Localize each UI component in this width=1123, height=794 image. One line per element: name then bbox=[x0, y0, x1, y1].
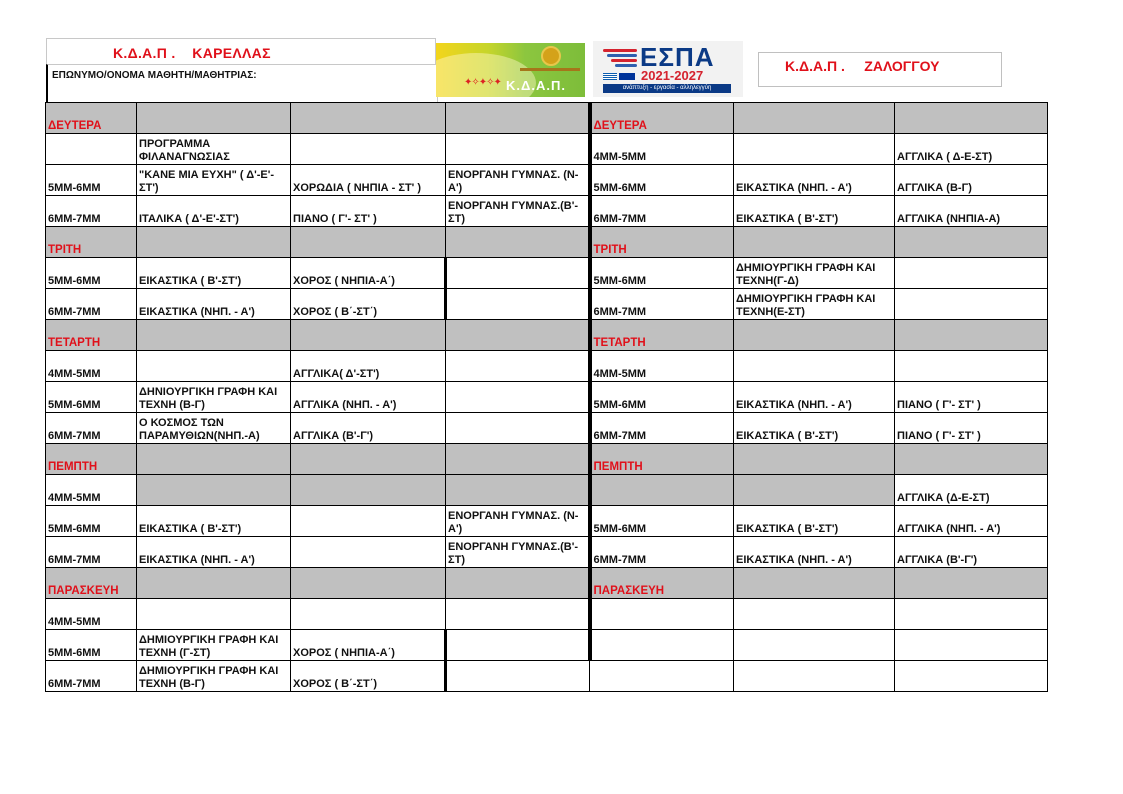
activity-cell-karellas: ΑΓΓΛΙΚΑ (Β'-Γ') bbox=[291, 413, 446, 444]
activity-cell-karellas bbox=[446, 413, 590, 444]
time-slot-zalongou: 5ΜΜ-6ΜΜ bbox=[590, 506, 734, 537]
activity-cell-karellas bbox=[291, 599, 446, 630]
time-slot-karellas: 6ΜΜ-7ΜΜ bbox=[46, 661, 137, 692]
header-cell bbox=[137, 444, 291, 475]
activity-cell-zalongou: ΕΙΚΑΣΤΙΚΑ (ΝΗΠ. - Α') bbox=[734, 537, 895, 568]
municipality-name-bar bbox=[520, 68, 580, 71]
header-cell bbox=[137, 103, 291, 134]
activity-cell-karellas: ΠΡΟΓΡΑΜΜΑ ΦΙΛΑΝΑΓΝΩΣΙΑΣ bbox=[137, 134, 291, 165]
day-header-row bbox=[46, 103, 1048, 134]
time-slot-zalongou: 5ΜΜ-6ΜΜ bbox=[590, 258, 734, 289]
activity-cell-karellas: ΔΗΝΙΟΥΡΓΙΚΗ ΓΡΑΦΗ ΚΑΙ ΤΕΧΝΗ (Β-Γ) bbox=[137, 382, 291, 413]
time-slot-karellas: 6ΜΜ-7ΜΜ bbox=[46, 413, 137, 444]
activity-cell-zalongou: ΑΓΓΛΙΚΑ (Β-Γ) bbox=[895, 165, 1048, 196]
activity-cell-zalongou bbox=[895, 630, 1048, 661]
day-label-zalongou: ΤΡΙΤΗ bbox=[590, 227, 734, 258]
time-slot-row bbox=[46, 599, 1048, 630]
activity-cell-karellas: ΧΟΡΩΔΙΑ ( ΝΗΠΙΑ - ΣΤ' ) bbox=[291, 165, 446, 196]
activity-cell-karellas bbox=[291, 134, 446, 165]
activity-cell-karellas bbox=[137, 599, 291, 630]
day-label-karellas: ΤΡΙΤΗ bbox=[46, 227, 137, 258]
activity-cell-karellas: Ο ΚΟΣΜΟΣ ΤΩΝ ΠΑΡΑΜΥΘΙΩΝ(ΝΗΠ.-Α) bbox=[137, 413, 291, 444]
time-slot-zalongou: 4ΜΜ-5ΜΜ bbox=[590, 134, 734, 165]
activity-cell-karellas bbox=[446, 289, 590, 320]
time-slot-karellas: 6ΜΜ-7ΜΜ bbox=[46, 537, 137, 568]
time-slot-karellas: 6ΜΜ-7ΜΜ bbox=[46, 289, 137, 320]
activity-cell-karellas: ΕΙΚΑΣΤΙΚΑ ( Β'-ΣΤ') bbox=[137, 506, 291, 537]
header-cell bbox=[895, 103, 1048, 134]
time-slot-row bbox=[46, 289, 1048, 320]
header-cell bbox=[446, 444, 590, 475]
activity-cell-karellas bbox=[446, 661, 590, 692]
time-slot-row bbox=[46, 537, 1048, 568]
day-label-karellas: ΠΕΜΠΤΗ bbox=[46, 444, 137, 475]
time-slot-karellas: 5ΜΜ-6ΜΜ bbox=[46, 258, 137, 289]
activity-cell-zalongou: ΕΙΚΑΣΤΙΚΑ (ΝΗΠ. - Α') bbox=[734, 165, 895, 196]
activity-cell-karellas: ΕΙΚΑΣΤΙΚΑ ( Β'-ΣΤ') bbox=[137, 258, 291, 289]
activity-cell-karellas: ΕΝΟΡΓΑΝΗ ΓΥΜΝΑΣ. (Ν-Α') bbox=[446, 506, 590, 537]
activity-cell-zalongou: ΑΓΓΛΙΚΑ (ΝΗΠΙΑ-Α) bbox=[895, 196, 1048, 227]
activity-cell-zalongou: ΑΓΓΛΙΚΑ (Δ-Ε-ΣΤ) bbox=[895, 475, 1048, 506]
header-cell bbox=[291, 444, 446, 475]
activity-cell-karellas: ΧΟΡΟΣ ( Β΄-ΣΤ΄) bbox=[291, 289, 446, 320]
activity-cell-karellas: ΧΟΡΟΣ ( ΝΗΠΙΑ-Α΄) bbox=[291, 630, 446, 661]
time-slot-karellas bbox=[46, 134, 137, 165]
header-cell bbox=[734, 103, 895, 134]
espa-years: 2021-2027 bbox=[641, 68, 704, 83]
activity-cell-zalongou bbox=[734, 630, 895, 661]
kdap-logo-text: Κ.Δ.Α.Π. bbox=[506, 78, 566, 93]
header-cell bbox=[291, 227, 446, 258]
time-slot-zalongou: 6ΜΜ-7ΜΜ bbox=[590, 537, 734, 568]
activity-cell-karellas: ΠΙΑΝΟ ( Γ'- ΣΤ' ) bbox=[291, 196, 446, 227]
time-slot-row bbox=[46, 630, 1048, 661]
time-slot-zalongou: 6ΜΜ-7ΜΜ bbox=[590, 289, 734, 320]
time-slot-row bbox=[46, 165, 1048, 196]
time-slot-zalongou: 6ΜΜ-7ΜΜ bbox=[590, 413, 734, 444]
day-label-karellas: ΤΕΤΑΡΤΗ bbox=[46, 320, 137, 351]
activity-cell-zalongou: ΔΗΜΙΟΥΡΓΙΚΗ ΓΡΑΦΗ ΚΑΙ ΤΕΧΝΗ(Γ-Δ) bbox=[734, 258, 895, 289]
activity-cell-karellas: ΑΓΓΛΙΚΑ( Δ'-ΣΤ') bbox=[291, 351, 446, 382]
activity-cell-karellas: ΔΗΜΙΟΥΡΓΙΚΗ ΓΡΑΦΗ ΚΑΙ ΤΕΧΝΗ (Β-Γ) bbox=[137, 661, 291, 692]
activity-cell-karellas: ΕΙΚΑΣΤΙΚΑ (ΝΗΠ. - Α') bbox=[137, 537, 291, 568]
activity-cell-zalongou bbox=[895, 258, 1048, 289]
day-header-row bbox=[46, 568, 1048, 599]
day-header-row bbox=[46, 227, 1048, 258]
flags-icon bbox=[603, 73, 637, 80]
header-cell bbox=[291, 320, 446, 351]
activity-cell-zalongou: ΕΙΚΑΣΤΙΚΑ ( Β'-ΣΤ') bbox=[734, 413, 895, 444]
day-header-row bbox=[46, 320, 1048, 351]
schedule-body bbox=[46, 103, 1048, 692]
header-cell bbox=[446, 568, 590, 599]
activity-cell-karellas: ΔΗΜΙΟΥΡΓΙΚΗ ΓΡΑΦΗ ΚΑΙ ΤΕΧΝΗ (Γ-ΣΤ) bbox=[137, 630, 291, 661]
activity-cell-zalongou bbox=[895, 661, 1048, 692]
activity-cell-zalongou bbox=[734, 599, 895, 630]
activity-cell-karellas bbox=[137, 351, 291, 382]
activity-cell-zalongou: ΑΓΓΛΙΚΑ ( Δ-Ε-ΣΤ) bbox=[895, 134, 1048, 165]
activity-cell-karellas: ΕΙΚΑΣΤΙΚΑ (ΝΗΠ. - Α') bbox=[137, 289, 291, 320]
day-label-zalongou: ΠΑΡΑΣΚΕΥΗ bbox=[590, 568, 734, 599]
activity-cell-zalongou: ΕΙΚΑΣΤΙΚΑ (ΝΗΠ. - Α') bbox=[734, 382, 895, 413]
activity-cell-zalongou bbox=[734, 351, 895, 382]
activity-cell-karellas bbox=[291, 537, 446, 568]
time-slot-karellas: 4ΜΜ-5ΜΜ bbox=[46, 351, 137, 382]
activity-cell-karellas: ΕΝΟΡΓΑΝΗ ΓΥΜΝΑΣ.(Β'-ΣΤ) bbox=[446, 537, 590, 568]
espa-slogan: ανάπτυξη - εργασία - αλληλεγγύη bbox=[603, 84, 731, 93]
time-slot-row bbox=[46, 196, 1048, 227]
day-label-zalongou: ΠΕΜΠΤΗ bbox=[590, 444, 734, 475]
time-slot-row bbox=[46, 661, 1048, 692]
activity-cell-zalongou: ΠΙΑΝΟ ( Γ'- ΣΤ' ) bbox=[895, 382, 1048, 413]
time-slot-karellas: 5ΜΜ-6ΜΜ bbox=[46, 165, 137, 196]
time-slot-karellas: 5ΜΜ-6ΜΜ bbox=[46, 506, 137, 537]
schedule-table bbox=[45, 102, 1048, 692]
activity-cell-zalongou: ΠΙΑΝΟ ( Γ'- ΣΤ' ) bbox=[895, 413, 1048, 444]
activity-cell-karellas: ΙΤΑΛΙΚΑ ( Δ'-Ε'-ΣΤ') bbox=[137, 196, 291, 227]
activity-cell-zalongou: ΑΓΓΛΙΚΑ (Β'-Γ') bbox=[895, 537, 1048, 568]
activity-cell-karellas bbox=[291, 475, 446, 506]
day-label-karellas: ΔΕΥΤΕΡΑ bbox=[46, 103, 137, 134]
time-slot-zalongou: 5ΜΜ-6ΜΜ bbox=[590, 382, 734, 413]
activity-cell-zalongou: ΔΗΜΙΟΥΡΓΙΚΗ ΓΡΑΦΗ ΚΑΙ ΤΕΧΝΗ(Ε-ΣΤ) bbox=[734, 289, 895, 320]
activity-cell-zalongou bbox=[895, 289, 1048, 320]
activity-cell-karellas: "ΚΑΝΕ ΜΙΑ ΕΥΧΗ" ( Δ'-Ε'-ΣΤ') bbox=[137, 165, 291, 196]
activity-cell-karellas: ΕΝΟΡΓΑΝΗ ΓΥΜΝΑΣ. (Ν-Α') bbox=[446, 165, 590, 196]
header-cell bbox=[734, 568, 895, 599]
time-slot-zalongou: 4ΜΜ-5ΜΜ bbox=[590, 351, 734, 382]
day-label-zalongou: ΤΕΤΑΡΤΗ bbox=[590, 320, 734, 351]
header-cell bbox=[895, 444, 1048, 475]
municipality-emblem-icon bbox=[541, 46, 561, 66]
activity-cell-zalongou bbox=[895, 351, 1048, 382]
activity-cell-karellas bbox=[446, 599, 590, 630]
time-slot-karellas: 4ΜΜ-5ΜΜ bbox=[46, 475, 137, 506]
time-slot-row bbox=[46, 258, 1048, 289]
time-slot-row bbox=[46, 351, 1048, 382]
header-cell bbox=[446, 320, 590, 351]
activity-cell-karellas: ΕΝΟΡΓΑΝΗ ΓΥΜΝΑΣ.(Β'-ΣΤ) bbox=[446, 196, 590, 227]
children-figures-icon: ✦✧✦✧✦ bbox=[464, 77, 501, 88]
header-cell bbox=[446, 227, 590, 258]
time-slot-karellas: 6ΜΜ-7ΜΜ bbox=[46, 196, 137, 227]
header-cell bbox=[291, 103, 446, 134]
time-slot-row bbox=[46, 475, 1048, 506]
header-cell bbox=[291, 568, 446, 599]
header-cell bbox=[137, 320, 291, 351]
espa-logo bbox=[593, 41, 743, 97]
time-slot-karellas: 5ΜΜ-6ΜΜ bbox=[46, 382, 137, 413]
time-slot-row bbox=[46, 413, 1048, 444]
header-cell bbox=[137, 568, 291, 599]
activity-cell-zalongou: ΕΙΚΑΣΤΙΚΑ ( Β'-ΣΤ') bbox=[734, 506, 895, 537]
activity-cell-karellas bbox=[446, 351, 590, 382]
kdap-logo bbox=[436, 43, 585, 97]
activity-cell-karellas bbox=[446, 475, 590, 506]
activity-cell-zalongou bbox=[734, 475, 895, 506]
time-slot-row bbox=[46, 506, 1048, 537]
header-cell bbox=[137, 227, 291, 258]
time-slot-row bbox=[46, 134, 1048, 165]
time-slot-zalongou bbox=[590, 661, 734, 692]
zalongou-title-box bbox=[758, 52, 1002, 87]
day-label-zalongou: ΔΕΥΤΕΡΑ bbox=[590, 103, 734, 134]
activity-cell-karellas: ΧΟΡΟΣ ( Β΄-ΣΤ΄) bbox=[291, 661, 446, 692]
time-slot-zalongou bbox=[590, 475, 734, 506]
karellas-title-box bbox=[46, 38, 436, 66]
time-slot-karellas: 4ΜΜ-5ΜΜ bbox=[46, 599, 137, 630]
activity-cell-karellas bbox=[446, 134, 590, 165]
day-label-karellas: ΠΑΡΑΣΚΕΥΗ bbox=[46, 568, 137, 599]
activity-cell-karellas: ΧΟΡΟΣ ( ΝΗΠΙΑ-Α΄) bbox=[291, 258, 446, 289]
header-cell bbox=[446, 103, 590, 134]
time-slot-row bbox=[46, 382, 1048, 413]
activity-cell-zalongou bbox=[895, 599, 1048, 630]
activity-cell-zalongou bbox=[734, 661, 895, 692]
activity-cell-karellas bbox=[446, 258, 590, 289]
activity-cell-karellas bbox=[137, 475, 291, 506]
header-cell bbox=[895, 227, 1048, 258]
activity-cell-karellas bbox=[446, 630, 590, 661]
zalongou-title: Κ.Δ.Α.Π . ΖΑΛΟΓΓΟΥ bbox=[785, 58, 940, 74]
espa-waves-icon bbox=[603, 49, 637, 69]
header-cell bbox=[895, 568, 1048, 599]
time-slot-zalongou: 6ΜΜ-7ΜΜ bbox=[590, 196, 734, 227]
header-cell bbox=[734, 320, 895, 351]
time-slot-zalongou: 5ΜΜ-6ΜΜ bbox=[590, 165, 734, 196]
activity-cell-zalongou bbox=[734, 134, 895, 165]
karellas-title: Κ.Δ.Α.Π . ΚΑΡΕΛΛΑΣ bbox=[113, 45, 271, 61]
time-slot-zalongou bbox=[590, 630, 734, 661]
activity-cell-karellas bbox=[446, 382, 590, 413]
day-header-row bbox=[46, 444, 1048, 475]
activity-cell-zalongou: ΑΓΓΛΙΚΑ (ΝΗΠ. - Α') bbox=[895, 506, 1048, 537]
espa-logo-text: ΕΣΠΑ bbox=[640, 42, 715, 72]
header-cell bbox=[734, 227, 895, 258]
header-cell bbox=[734, 444, 895, 475]
activity-cell-zalongou: ΕΙΚΑΣΤΙΚΑ ( Β'-ΣΤ') bbox=[734, 196, 895, 227]
student-name-field[interactable] bbox=[46, 64, 438, 106]
header-cell bbox=[895, 320, 1048, 351]
time-slot-karellas: 5ΜΜ-6ΜΜ bbox=[46, 630, 137, 661]
student-name-label: ΕΠΩΝΥΜΟ/ΟΝΟΜΑ ΜΑΘΗΤΗ/ΜΑΘΗΤΡΙΑΣ: bbox=[52, 70, 257, 81]
activity-cell-karellas: ΑΓΓΛΙΚΑ (ΝΗΠ. - Α') bbox=[291, 382, 446, 413]
activity-cell-karellas bbox=[291, 506, 446, 537]
time-slot-zalongou bbox=[590, 599, 734, 630]
